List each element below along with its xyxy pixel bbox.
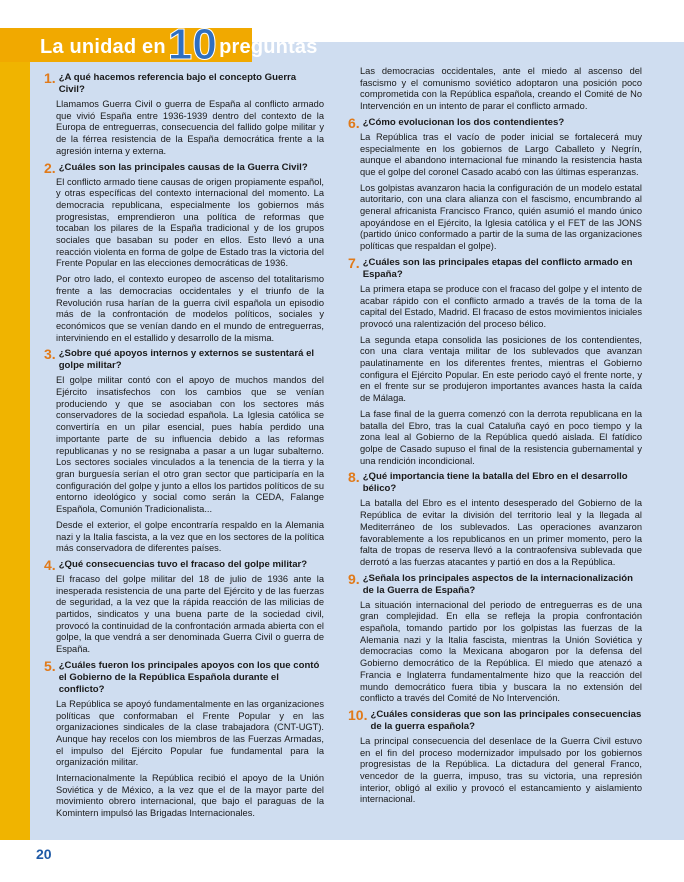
right-column [348,66,642,810]
page-title [40,20,318,69]
question-text: ¿Cuáles son las principales etapas del conflicto armado en España? [362,256,633,280]
question-text: ¿Sobre qué apoyos internos y externos se sustentará el golpe militar? [58,348,315,372]
title-number: 10 [167,20,218,69]
title-after: preguntas [219,36,318,58]
question-text: ¿Cómo evolucionan los dos contendientes? [362,116,565,128]
question-text: ¿Señala los principales aspectos de la internacionalización de la Guerra de España? [362,572,634,596]
question-number: 6. [348,114,360,131]
footer-area [0,840,684,862]
question-heading [348,706,642,733]
question-heading [348,114,642,131]
answer-paragraph: Por otro lado, el contexto europeo de ascenso del totalitarismo frente a las democracias occidentales y el triunfo de la Revolución rusa harían de la guerra civil española un episodio más de la confrontación de modelos políticos, sociales y económicos que se venían dando en el mundo de entreguerras, interviniendo en el estallido y desarrollo de la misma. [56,274,324,343]
answer-paragraph: La principal consecuencia del desenlace de la Guerra Civil estuvo en el fin del proceso modernizador impulsado por los gobiernos progresistas de la República. La dictadura del general Franco, vencedor de la guerra, impuso, tras su victoria, una represión interior, obligó al exilio y provocó el estancamiento y aislamiento internacional. [360,735,642,805]
question-heading [44,159,324,176]
question-number: 2. [44,159,56,176]
answer-paragraph: La batalla del Ebro es el intento desesperado del Gobierno de la República de evitar la división del territorio leal y la llegada al Mediterráneo de los sublevados. Las operaciones avanzaron favorablemente a los republicanos en un primer momento, pero la falta de tropas de reserva llevó a la contraofensiva sublevada que derrotó a las fuerzas atacantes y partió en dos a la República. [360,498,642,567]
question-number: 10. [348,706,368,723]
question-number: 7. [348,254,360,271]
title-before: La unidad en [40,36,166,58]
question-number: 5. [44,657,56,674]
answer-paragraph: La segunda etapa consolida las posiciones de los contendientes, con una clara ventaja militar de los sublevados que avanzan paulatinamente en los diferentes frentes, mientras el Gobierno configura el Ejército Popular. En este periodo cayó el frente norte, y en el frente sur se produjeron importantes avances hasta la caída de Málaga. [360,334,642,404]
question-text: ¿A qué hacemos referencia bajo el concepto Guerra Civil? [58,72,297,95]
question-text: ¿Qué importancia tiene la batalla del Ebro en el desarrollo bélico? [362,471,628,495]
question-heading [348,570,642,597]
question-text: ¿Qué consecuencias tuvo el fracaso del golpe militar? [58,558,308,570]
answer-paragraph: La fase final de la guerra comenzó con la derrota republicana en la batalla del Ebro, tras la cual Cataluña cayó en poco tiempo y la zona leal al Gobierno de la República quedó aislada. El fatídico golpe de Casado supuso el final de la resistencia gubernamental y una rendición incondicional. [360,408,642,466]
question-number: 9. [348,570,360,587]
question-heading [44,72,324,96]
answer-paragraph: La primera etapa se produce con el fracaso del golpe y el intento de acabar rápido con el conflicto armado a través de la toma de la capital del Estado, Madrid. El fracaso de estos movimientos iniciales provocó una ralentización del proceso bélico. [360,283,642,329]
answer-paragraph: Llamamos Guerra Civil o guerra de España al conflicto armado que vivió España entre 1936-1939 dentro del contexto de la Europa de entreguerras, consecuencia del fallido golpe militar y de la férrea resistencia de la España democrática frente a la agresión interna y externa. [56,99,324,156]
page-number: 20 [36,846,52,862]
question-heading [44,348,324,372]
left-accent-strip [0,32,30,862]
question-text: ¿Cuáles consideras que son las principales consecuencias de la guerra española? [370,708,642,732]
question-heading [348,471,642,495]
answer-paragraph: La situación internacional del periodo de entreguerras es de una gran complejidad. En ella se refleja la propia confrontación española, tomando partido por los golpistas las fuerzas de la Alemania nazi y la Italia fascista, mientras la Unión Soviética y democracias como la Mexicana abogaron por la defensa del Gobierno democrático de la República. El miedo que atenazó a Francia e Inglaterra fundamentalmente hizo que la reacción del mundo democrático fuera tibia y buscara la no extensión del conflicto a través del Comité de No Intervención. [360,599,642,704]
answer-paragraph: El golpe militar contó con el apoyo de muchos mandos del Ejército insatisfechos con los cambios que se venían produciendo y que se asociaban con los sectores más conservadores de la sociedad española. La Iglesia católica se convertiría en un pilar esencial, pues había perdido una importante parte de su influencia debido a las reformas republicanas y no se resignaba a pasar a un lugar subalterno. Los sectores sociales vinculados a la tenencia de la tierra y la gran burguesía serían el otro gran sector que participaría en la configuración del golpe y junto a ellos los partidos políticos de su entorno ideológico y social como serán la CEDA, Falange Española, Comunión Tradicionalista... [56,375,324,515]
question-number: 8. [348,469,360,486]
question-number: 1. [44,70,56,86]
question-number: 3. [44,346,56,363]
question-text: ¿Cuáles son las principales causas de la Guerra Civil? [58,161,308,173]
answer-paragraph: El conflicto armado tiene causas de origen propiamente español, y otras específicas del contexto internacional del momento. La democracia republicana, especialmente los gobiernos más progresistas, emprendieron una política de reformas que tocaban los pilares de la España tradicional y de los grupos sociales que basaban su poder en ellos. Esto llevó a una reacción violenta en forma de golpe de Estado tras la victoria del Frente Popular en las elecciones democráticas de 1936. [56,176,324,269]
question-number: 4. [44,556,56,573]
question-heading [348,254,642,281]
answer-paragraph: La República se apoyó fundamentalmente en las organizaciones políticas que conformaban el Frente Popular y en las organizaciones sindicales de la clase trabajadora (CNT-UGT). Aunque hay recelos con los miembros de las Fuerzas Armadas, el impulso del Ejército Popular fue fundamental para la organización militar. [56,698,324,768]
answer-paragraph: Internacionalmente la República recibió el apoyo de la Unión Soviética y de México, a la vez que el de la mayor parte del movimiento obrero internacional, que bajo el paraguas de la Komintern impulsó las Brigadas Internacionales. [56,773,324,819]
question-text: ¿Cuáles fueron los principales apoyos con los que contó el Gobierno de la República Española durante el conflicto? [58,659,320,695]
answer-paragraph: El fracaso del golpe militar del 18 de julio de 1936 ante la inesperada resistencia de una parte del Ejército y de las fuerzas de seguridad, a la vez que la rápida reacción de las milicias de partidos, sindicatos y una buena parte de la sociedad civil, provocó la continuidad de la confrontación armada abierta con el golpe, la que vendrá a ser denominada Guerra Civil o guerra de España. [56,573,324,655]
left-column [44,70,324,824]
question-heading [44,657,324,696]
answer-paragraph: Desde el exterior, el golpe encontraría respaldo en la Alemania nazi y la Italia fascista, a la vez que en los sectores de la política más conservadora de diferentes países. [56,519,324,554]
question-heading [44,556,324,573]
continuation-paragraph: Las democracias occidentales, ante el miedo al ascenso del fascismo y el comunismo soviético adoptaron una posición poco comprometida con la República española, creando el Comité de No Intervención en un intento de parar el conflicto armado. [360,66,642,112]
answer-paragraph: La República tras el vacío de poder inicial se fortalecerá muy especialmente en los gobiernos de Largo Caballeto y Negrín, aunque el abandono internacional fue minando la resistencia hasta que el golpe del coronel Casado acabó con las últimas esperanzas. [360,131,642,177]
answer-paragraph: Los golpistas avanzaron hacia la configuración de un modelo estatal autoritario, con una clara alianza con el fascismo, encumbrando al general africanista Francisco Franco, quién asumió el mando único apoyándose en el Ejército, la Iglesia católica y el FET de las JONS (partido único conformado a partir de la suma de las organizaciones políticas que respaldan el golpe). [360,182,642,252]
